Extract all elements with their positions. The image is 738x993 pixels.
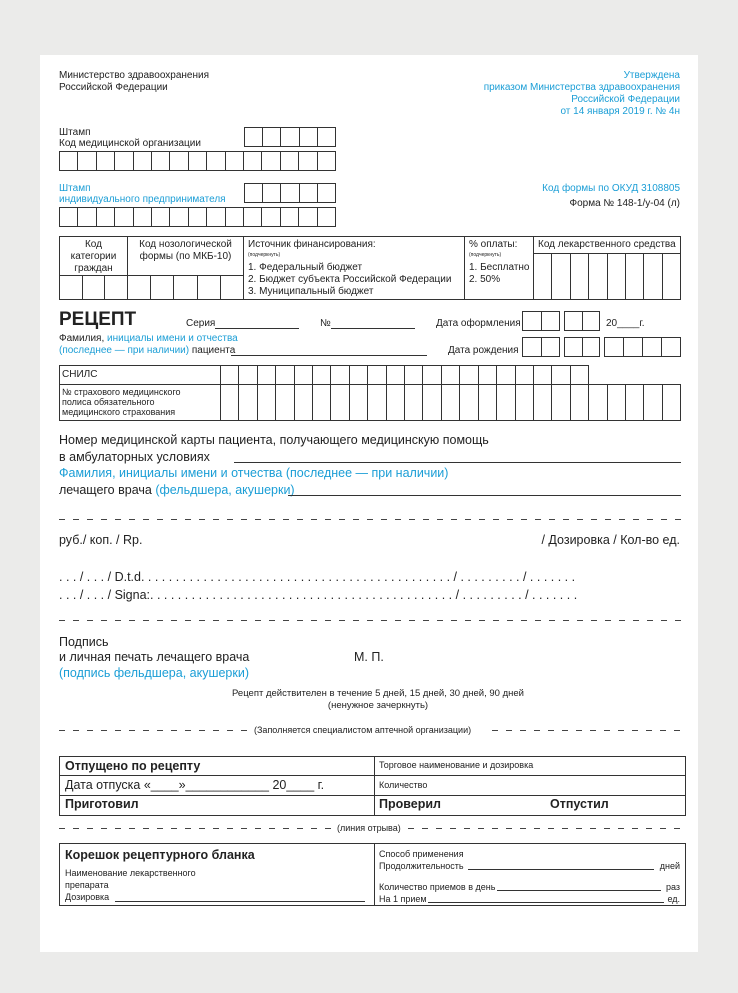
input-cell[interactable] xyxy=(206,152,224,170)
input-cell[interactable] xyxy=(317,208,335,226)
input-cell[interactable] xyxy=(330,385,348,420)
input-cell[interactable] xyxy=(349,385,367,420)
input-cell[interactable] xyxy=(570,366,588,384)
input-cell[interactable] xyxy=(60,152,77,170)
input-cell[interactable] xyxy=(459,385,477,420)
input-cell[interactable] xyxy=(294,385,312,420)
input-cell[interactable] xyxy=(565,312,582,330)
category-3: граждан xyxy=(74,263,113,274)
input-cell[interactable] xyxy=(245,128,262,146)
stub-title: Корешок рецептурного бланка xyxy=(65,848,255,862)
patient-label-2 xyxy=(59,345,235,357)
input-cell[interactable] xyxy=(245,184,262,202)
input-cell[interactable] xyxy=(280,184,298,202)
ministry-line-1: Министерство здравоохранения xyxy=(59,70,209,81)
input-cell[interactable] xyxy=(261,152,279,170)
input-cell[interactable] xyxy=(317,152,335,170)
input-cell[interactable] xyxy=(188,208,206,226)
input-cell[interactable] xyxy=(298,208,316,226)
input-cell[interactable] xyxy=(114,208,132,226)
finance-option-3[interactable]: 3. Муниципальный бюджет xyxy=(248,286,374,297)
finance-option-1[interactable]: 1. Федеральный бюджет xyxy=(248,262,363,273)
input-cell[interactable] xyxy=(551,366,569,384)
dispense-date[interactable]: Дата отпуска «____»____________ 20____ г. xyxy=(65,778,325,792)
patient-label-1 xyxy=(59,333,238,345)
payment-option-2[interactable]: 2. 50% xyxy=(469,274,501,285)
per-day-field[interactable] xyxy=(497,890,661,891)
input-cell[interactable] xyxy=(607,385,625,420)
input-cell[interactable] xyxy=(299,128,317,146)
input-cell[interactable] xyxy=(60,276,82,299)
input-cell[interactable] xyxy=(496,366,514,384)
stamp-ip-label: Штамп xyxy=(59,183,91,194)
input-cell[interactable] xyxy=(280,128,298,146)
form-number: Форма № 148-1/у-04 (л) xyxy=(569,198,680,209)
input-cell[interactable] xyxy=(625,254,643,299)
input-cell[interactable] xyxy=(330,366,348,384)
input-cell[interactable] xyxy=(662,254,680,299)
input-cell[interactable] xyxy=(294,366,312,384)
trade-name-label: Торговое наименование и дозировка xyxy=(379,760,534,770)
input-cell[interactable] xyxy=(96,208,114,226)
ministry-line-2: Российской Федерации xyxy=(59,82,168,93)
validity-1: Рецепт действителен в течение 5 дней, 15 дней, 30 дней, 90 дней xyxy=(232,688,524,699)
tear-line-label: (линия отрыва) xyxy=(337,823,401,833)
input-cell[interactable] xyxy=(534,254,551,299)
seal-place: М. П. xyxy=(354,650,384,664)
nosology-code-boxes[interactable] xyxy=(127,275,244,300)
input-cell[interactable] xyxy=(551,254,569,299)
input-cell[interactable] xyxy=(133,152,151,170)
input-cell[interactable] xyxy=(642,338,661,356)
med-org-code-boxes[interactable] xyxy=(244,127,336,147)
series-field[interactable] xyxy=(215,328,299,329)
input-cell[interactable] xyxy=(220,276,243,299)
ip-code-boxes-2[interactable] xyxy=(59,207,336,227)
input-cell[interactable] xyxy=(197,276,220,299)
input-cell[interactable] xyxy=(298,152,316,170)
method-label: Способ применения xyxy=(379,849,464,859)
finance-option-2[interactable]: 2. Бюджет субъекта Российской Федерации xyxy=(248,274,452,285)
input-cell[interactable] xyxy=(243,152,261,170)
dtd-line[interactable]: . . . / . . . / D.t.d. . . . . . . . . . . . . . . . . . . . . . . . . . . . . . . . . . . . . . . . . . . . . / . . . . . . . . . / . . . . . . . xyxy=(59,570,576,584)
approved-2: приказом Министерства здравоохранения xyxy=(483,82,680,93)
input-cell[interactable] xyxy=(221,385,238,420)
quantity-label: Количество xyxy=(379,780,428,790)
number-label: № xyxy=(320,318,331,329)
input-cell[interactable] xyxy=(312,366,330,384)
input-cell[interactable] xyxy=(104,276,127,299)
input-cell[interactable] xyxy=(225,208,243,226)
input-cell[interactable] xyxy=(404,366,422,384)
issue-month-boxes[interactable] xyxy=(564,311,600,331)
input-cell[interactable] xyxy=(280,152,298,170)
input-cell[interactable] xyxy=(243,208,261,226)
patient-label-1a: Фамилия, xyxy=(59,333,108,344)
patient-name-field[interactable] xyxy=(231,355,427,356)
nosology-1: Код нозологической xyxy=(139,239,232,250)
input-cell[interactable] xyxy=(623,338,642,356)
stamp-label: Штамп xyxy=(59,127,91,138)
input-cell[interactable] xyxy=(77,208,95,226)
input-cell[interactable] xyxy=(541,312,560,330)
policy-label-2: полиса обязательного xyxy=(62,397,155,407)
input-cell[interactable] xyxy=(605,338,623,356)
ip-code-boxes[interactable] xyxy=(244,183,336,203)
input-cell[interactable] xyxy=(280,208,298,226)
dashed-divider xyxy=(59,519,681,520)
approved-3: Российской Федерации xyxy=(571,94,680,105)
input-cell[interactable] xyxy=(238,366,256,384)
input-cell[interactable] xyxy=(515,385,533,420)
input-cell[interactable] xyxy=(173,276,196,299)
input-cell[interactable] xyxy=(422,366,440,384)
input-cell[interactable] xyxy=(496,385,514,420)
birth-day-boxes[interactable] xyxy=(522,337,560,357)
validity-2: (ненужное зачеркнуть) xyxy=(327,700,429,711)
category-code-boxes[interactable] xyxy=(59,275,128,300)
input-cell[interactable] xyxy=(541,338,560,356)
released-label: Отпустил xyxy=(550,797,609,811)
days-label: дней xyxy=(659,861,680,871)
patient-label-2b: пациента xyxy=(189,345,236,356)
input-cell[interactable] xyxy=(150,276,173,299)
input-cell[interactable] xyxy=(206,208,224,226)
dashed-divider xyxy=(59,730,249,731)
per-dose-label: На 1 прием xyxy=(379,894,427,904)
input-cell[interactable] xyxy=(82,276,105,299)
input-cell[interactable] xyxy=(317,184,335,202)
duration-label: Продолжительность xyxy=(379,861,464,871)
input-cell[interactable] xyxy=(114,152,132,170)
signature-label-1: Подпись xyxy=(59,635,109,649)
category-2: категории xyxy=(70,251,117,262)
input-cell[interactable] xyxy=(523,338,541,356)
snils-boxes[interactable] xyxy=(220,365,589,385)
input-cell[interactable] xyxy=(257,366,275,384)
doctor-label-2b: (фельдшера, акушерки) xyxy=(155,483,295,497)
input-cell[interactable] xyxy=(169,152,187,170)
stub-dosage-field[interactable] xyxy=(115,901,365,902)
input-cell[interactable] xyxy=(478,366,496,384)
input-cell[interactable] xyxy=(261,208,279,226)
per-day-label: Количество приемов в день xyxy=(379,882,496,892)
number-field[interactable] xyxy=(331,328,415,329)
approved-4: от 14 января 2019 г. № 4н xyxy=(560,106,680,117)
payment-title: % оплаты: xyxy=(469,239,518,250)
birth-date-label: Дата рождения xyxy=(448,345,519,356)
input-cell[interactable] xyxy=(515,366,533,384)
med-org-code-boxes-2[interactable] xyxy=(59,151,336,171)
finance-underline-note: (подчеркнуть) xyxy=(248,252,281,258)
doctor-name-field[interactable] xyxy=(288,495,681,496)
signature-label-2: и личная печать лечащего врача xyxy=(59,650,250,664)
card-number-field[interactable] xyxy=(234,462,681,463)
input-cell[interactable] xyxy=(77,152,95,170)
dosage-qty-label: / Дозировка / Кол-во ед. xyxy=(541,533,680,547)
input-cell[interactable] xyxy=(299,184,317,202)
input-cell[interactable] xyxy=(625,385,643,420)
drug-code-boxes[interactable] xyxy=(533,253,681,300)
series-label: Серия xyxy=(186,318,216,329)
input-cell[interactable] xyxy=(565,338,582,356)
dispensed-title: Отпущено по рецепту xyxy=(65,759,201,773)
stub-dosage-label: Дозировка xyxy=(65,892,110,902)
approved-1: Утверждена xyxy=(623,70,680,81)
input-cell[interactable] xyxy=(533,385,551,420)
input-cell[interactable] xyxy=(169,208,187,226)
signa-line[interactable]: . . . / . . . / Signa:. . . . . . . . . . . . . . . . . . . . . . . . . . . . . . . . . . . . . . . . . . . . / . . . . . . . . . / . . . . . . . xyxy=(59,588,578,602)
input-cell[interactable] xyxy=(312,385,330,420)
tear-line xyxy=(59,828,331,829)
input-cell[interactable] xyxy=(643,254,661,299)
okud-code: Код формы по ОКУД 3108805 xyxy=(542,183,680,194)
finance-title: Источник финансирования: xyxy=(248,239,376,250)
stub-drug-1: Наименование лекарственного xyxy=(65,868,196,878)
patient-label-2a: (последнее — при наличии) xyxy=(59,345,190,356)
prepared-label: Приготовил xyxy=(65,797,139,811)
drug-code-label: Код лекарственного средства xyxy=(538,239,676,250)
input-cell[interactable] xyxy=(662,385,680,420)
input-cell[interactable] xyxy=(221,366,238,384)
input-cell[interactable] xyxy=(317,128,335,146)
ip-label: индивидуального предпринимателя xyxy=(59,194,226,205)
birth-year-boxes[interactable] xyxy=(604,337,681,357)
input-cell[interactable] xyxy=(582,338,600,356)
doctor-label-1: Фамилия, инициалы имени и отчества (последнее — при наличии) xyxy=(59,466,449,480)
recipe-title: РЕЦЕПТ xyxy=(59,309,137,330)
dashed-divider xyxy=(59,620,681,621)
policy-label-1: № страхового медицинского xyxy=(62,387,181,397)
units-label: ед. xyxy=(667,894,680,904)
duration-field[interactable] xyxy=(468,869,654,870)
policy-boxes[interactable] xyxy=(220,384,681,421)
input-cell[interactable] xyxy=(96,152,114,170)
card-label-1: Номер медицинской карты пациента, получающего медицинскую помощь xyxy=(59,433,489,447)
snils-label: СНИЛС xyxy=(62,369,98,380)
payment-underline-note: (подчеркнуть) xyxy=(469,252,502,258)
input-cell[interactable] xyxy=(349,366,367,384)
input-cell[interactable] xyxy=(367,366,385,384)
input-cell[interactable] xyxy=(133,208,151,226)
per-dose-field[interactable] xyxy=(428,902,664,903)
policy-label-3: медицинского страхования xyxy=(62,407,176,417)
input-cell[interactable] xyxy=(459,366,477,384)
doctor-label-2 xyxy=(59,483,295,498)
issue-year[interactable]: 20____г. xyxy=(606,318,645,329)
input-cell[interactable] xyxy=(275,366,293,384)
input-cell[interactable] xyxy=(551,385,569,420)
signature-label-3: (подпись фельдшера, акушерки) xyxy=(59,666,249,680)
input-cell[interactable] xyxy=(151,208,169,226)
input-cell[interactable] xyxy=(262,184,280,202)
input-cell[interactable] xyxy=(404,385,422,420)
input-cell[interactable] xyxy=(275,385,293,420)
input-cell[interactable] xyxy=(422,385,440,420)
input-cell[interactable] xyxy=(588,254,606,299)
input-cell[interactable] xyxy=(257,385,275,420)
input-cell[interactable] xyxy=(570,254,588,299)
input-cell[interactable] xyxy=(128,276,150,299)
input-cell[interactable] xyxy=(262,128,280,146)
payment-option-1[interactable]: 1. Бесплатно xyxy=(469,262,530,273)
checked-label: Проверил xyxy=(379,797,441,811)
input-cell[interactable] xyxy=(441,385,459,420)
input-cell[interactable] xyxy=(238,385,256,420)
input-cell[interactable] xyxy=(386,366,404,384)
input-cell[interactable] xyxy=(441,366,459,384)
nosology-2: формы (по МКБ-10) xyxy=(139,251,232,262)
issue-date-label: Дата оформления xyxy=(436,318,521,329)
input-cell[interactable] xyxy=(523,312,541,330)
input-cell[interactable] xyxy=(386,385,404,420)
patient-label-1b: инициалы имени и отчества xyxy=(107,333,238,344)
card-label-2: в амбулаторных условиях xyxy=(59,450,210,464)
input-cell[interactable] xyxy=(607,254,625,299)
input-cell[interactable] xyxy=(661,338,680,356)
dashed-divider xyxy=(492,730,682,731)
input-cell[interactable] xyxy=(582,312,600,330)
times-label: раз xyxy=(665,882,680,892)
med-org-code-label: Код медицинской организации xyxy=(59,138,201,149)
input-cell[interactable] xyxy=(151,152,169,170)
tear-line xyxy=(408,828,682,829)
input-cell[interactable] xyxy=(643,385,661,420)
stub-drug-2: препарата xyxy=(65,880,109,890)
input-cell[interactable] xyxy=(478,385,496,420)
input-cell[interactable] xyxy=(188,152,206,170)
rp-label: руб./ коп. / Rp. xyxy=(59,533,143,547)
input-cell[interactable] xyxy=(588,385,606,420)
input-cell[interactable] xyxy=(533,366,551,384)
birth-month-boxes[interactable] xyxy=(564,337,600,357)
input-cell[interactable] xyxy=(367,385,385,420)
input-cell[interactable] xyxy=(60,208,77,226)
category-1: Код xyxy=(84,239,102,250)
input-cell[interactable] xyxy=(570,385,588,420)
doctor-label-2a: лечащего врача xyxy=(59,483,156,497)
issue-day-boxes[interactable] xyxy=(522,311,560,331)
input-cell[interactable] xyxy=(225,152,243,170)
pharmacy-note: (Заполняется специалистом аптечной организации) xyxy=(254,725,472,735)
